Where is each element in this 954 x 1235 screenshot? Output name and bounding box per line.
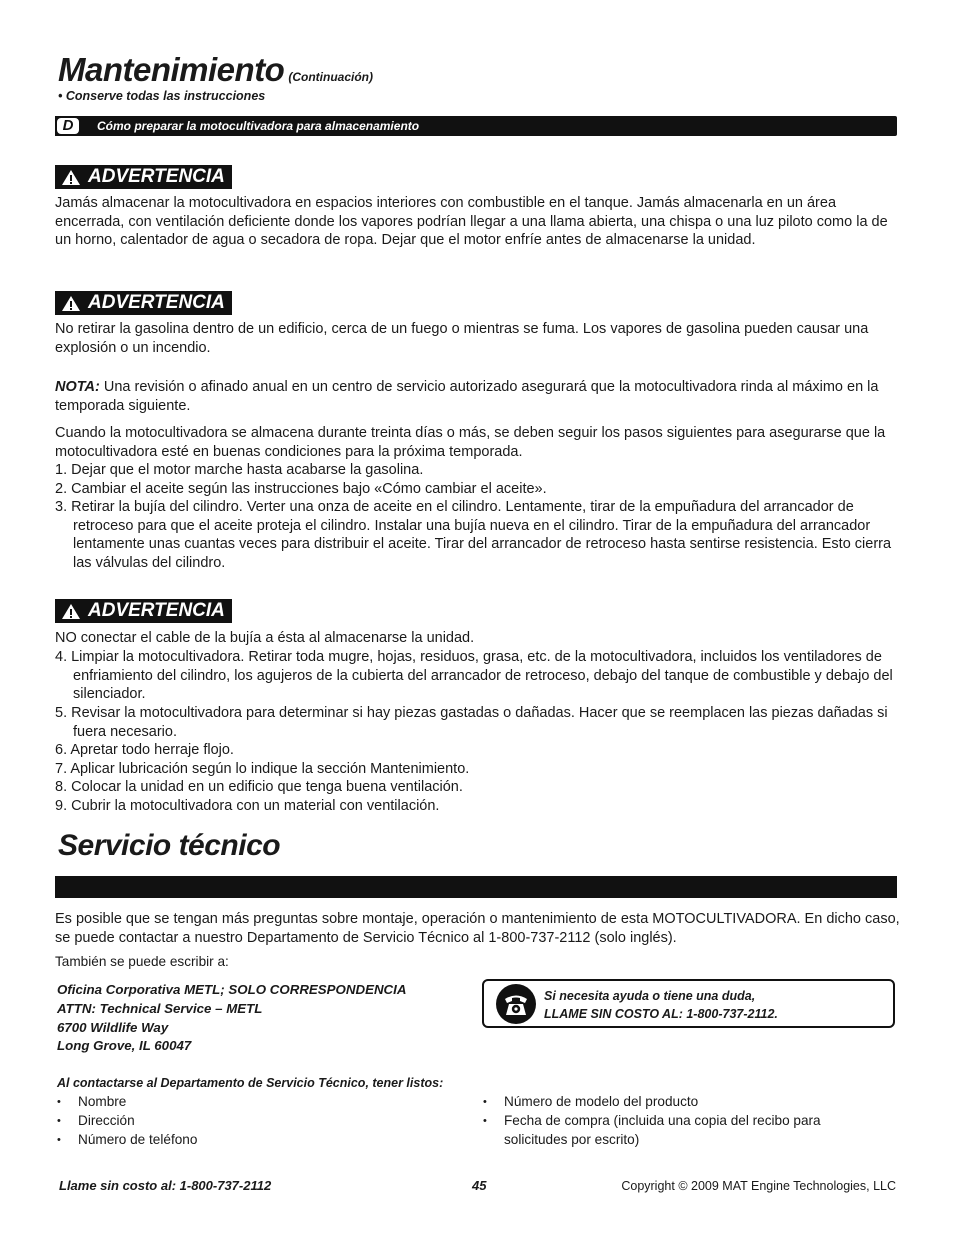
address-line: Long Grove, IL 60047 xyxy=(57,1038,192,1054)
list-item: • Número de teléfono xyxy=(57,1131,197,1150)
section-d-badge: D xyxy=(55,116,81,136)
help-callout-text xyxy=(544,987,778,1023)
warning-label: ADVERTENCIA xyxy=(88,292,225,313)
warning-text-1: Jamás almacenar la motocultivadora en espacios interiores con combustible en el tanque. Jamás almacenarla en un área encerrada, con ventilación deficiente donde los vapores podrían llegar a una llama abierta, una chispa o una luz piloto como la de un horno, calentador de agua o secadora de ropa. Dejar que el motor enfríe antes de almacenarse la unidad. xyxy=(55,195,888,249)
address-line: Oficina Corporativa METL; SOLO CORRESPONDENCIA xyxy=(57,982,407,997)
nota-text: Una revisión o afinado anual en un centro de servicio autorizado asegurará que la motocultivadora rinda al máximo en la temporada siguiente. xyxy=(55,379,879,414)
footer-phone: Llame sin costo al: 1-800-737-2112 xyxy=(59,1178,272,1193)
nota-paragraph xyxy=(55,378,900,415)
warning-text-3: NO conectar el cable de la bujía a ésta al almacenarse la unidad. xyxy=(55,630,475,646)
step-item: 6. Apretar todo herraje flojo. xyxy=(55,742,234,758)
service-title: Servicio técnico xyxy=(58,829,281,862)
callout-line: LLAME SIN COSTO AL: 1-800-737-2112. xyxy=(544,1007,778,1021)
warning-icon xyxy=(61,603,81,620)
step-item: 9. Cubrir la motocultivadora con un material con ventilación. xyxy=(55,798,440,814)
warning-banner-1 xyxy=(55,165,232,189)
warning-icon xyxy=(61,169,81,186)
list-item: • Fecha de compra (incluida una copia del recibo para solicitudes por escrito) xyxy=(483,1112,863,1150)
phone-icon xyxy=(496,984,536,1024)
step-item: 7. Aplicar lubricación según lo indique la sección Mantenimiento. xyxy=(55,761,470,777)
warning-label: ADVERTENCIA xyxy=(88,166,225,187)
nota-label: NOTA: xyxy=(55,379,100,395)
warning-label: ADVERTENCIA xyxy=(88,600,225,621)
callout-line: Si necesita ayuda o tiene una duda, xyxy=(544,989,756,1003)
warning-text-2: No retirar la gasolina dentro de un edificio, cerca de un fuego o mientras se fuma. Los vapores de gasolina pueden causar una explosión o un incendio. xyxy=(55,321,869,356)
service-intro: Es posible que se tengan más preguntas sobre montaje, operación o mantenimiento de esta MOTOCULTIVADORA. En dicho caso, se puede contactar a nuestro Departamento de Servicio Técnico al 1-800-737-2112 (solo inglés). xyxy=(55,911,900,946)
list-item: • Nombre xyxy=(57,1093,197,1112)
prepare-list-right xyxy=(483,1093,863,1149)
footer-copyright: Copyright © 2009 MAT Engine Technologies, LLC xyxy=(621,1179,896,1193)
address-line: ATTN: Technical Service – METL xyxy=(57,1000,263,1016)
title-suffix: (Continuación) xyxy=(288,70,373,84)
subtitle: • Conserve todas las instrucciones xyxy=(58,89,266,103)
step-item: 8. Colocar la unidad en un edificio que tenga buena ventilación. xyxy=(55,779,463,795)
storage-intro: Cuando la motocultivadora se almacena durante treinta días o más, se deben seguir los pasos siguientes para asegurarse que la motocultivadora esté en buenas condiciones para la próxima temporada. xyxy=(55,425,886,460)
list-item: • Número de modelo del producto xyxy=(483,1093,863,1112)
address-line: 6700 Wildlife Way xyxy=(57,1019,169,1035)
warning-banner-2 xyxy=(55,291,232,315)
page-number: 45 xyxy=(472,1178,487,1193)
step-item: 5. Revisar la motocultivadora para determinar si hay piezas gastadas o dañadas. Hacer que se reemplacen las piezas dañadas si fuera necesario. xyxy=(55,705,888,740)
write-to: También se puede escribir a: xyxy=(55,954,229,969)
service-bar xyxy=(55,876,897,898)
mailing-address xyxy=(57,981,406,1056)
prepare-list-left xyxy=(57,1093,197,1149)
section-d-label: Cómo preparar la motocultivadora para almacenamiento xyxy=(97,119,420,133)
step-item: 2. Cambiar el aceite según las instrucciones bajo «Cómo cambiar el aceite». xyxy=(55,481,547,497)
warning-icon xyxy=(61,295,81,312)
title-text: Mantenimiento xyxy=(58,51,285,88)
step-item: 4. Limpiar la motocultivadora. Retirar toda mugre, hojas, residuos, grasa, etc. de la motocultivadora, incluidos los ventiladores de enfriamiento del cilindro, los agujeros de la cubierta del arrancador de retroceso, debajo del tanque de combustible y debajo del silenciador. xyxy=(55,649,893,703)
warning-banner-3 xyxy=(55,599,232,623)
step-item: 3. Retirar la bujía del cilindro. Verter una onza de aceite en el cilindro. Lentamente, tirar de la empuñadura del arrancador de retroceso para que el aceite proteja el cilindro. Instalar una bujía nueva en el cilindro. Tirar de la empuñadura del arrancador lentamente unas cuantas veces para distribuir el aceite. Tirar del arrancador de retroceso hasta sentirse resistencia. Esto cierra las válvulas del cilindro. xyxy=(55,499,892,571)
prepare-label: Al contactarse al Departamento de Servicio Técnico, tener listos: xyxy=(57,1076,444,1090)
list-item: • Dirección xyxy=(57,1112,197,1131)
step-item: 1. Dejar que el motor marche hasta acabarse la gasolina. xyxy=(55,462,424,478)
